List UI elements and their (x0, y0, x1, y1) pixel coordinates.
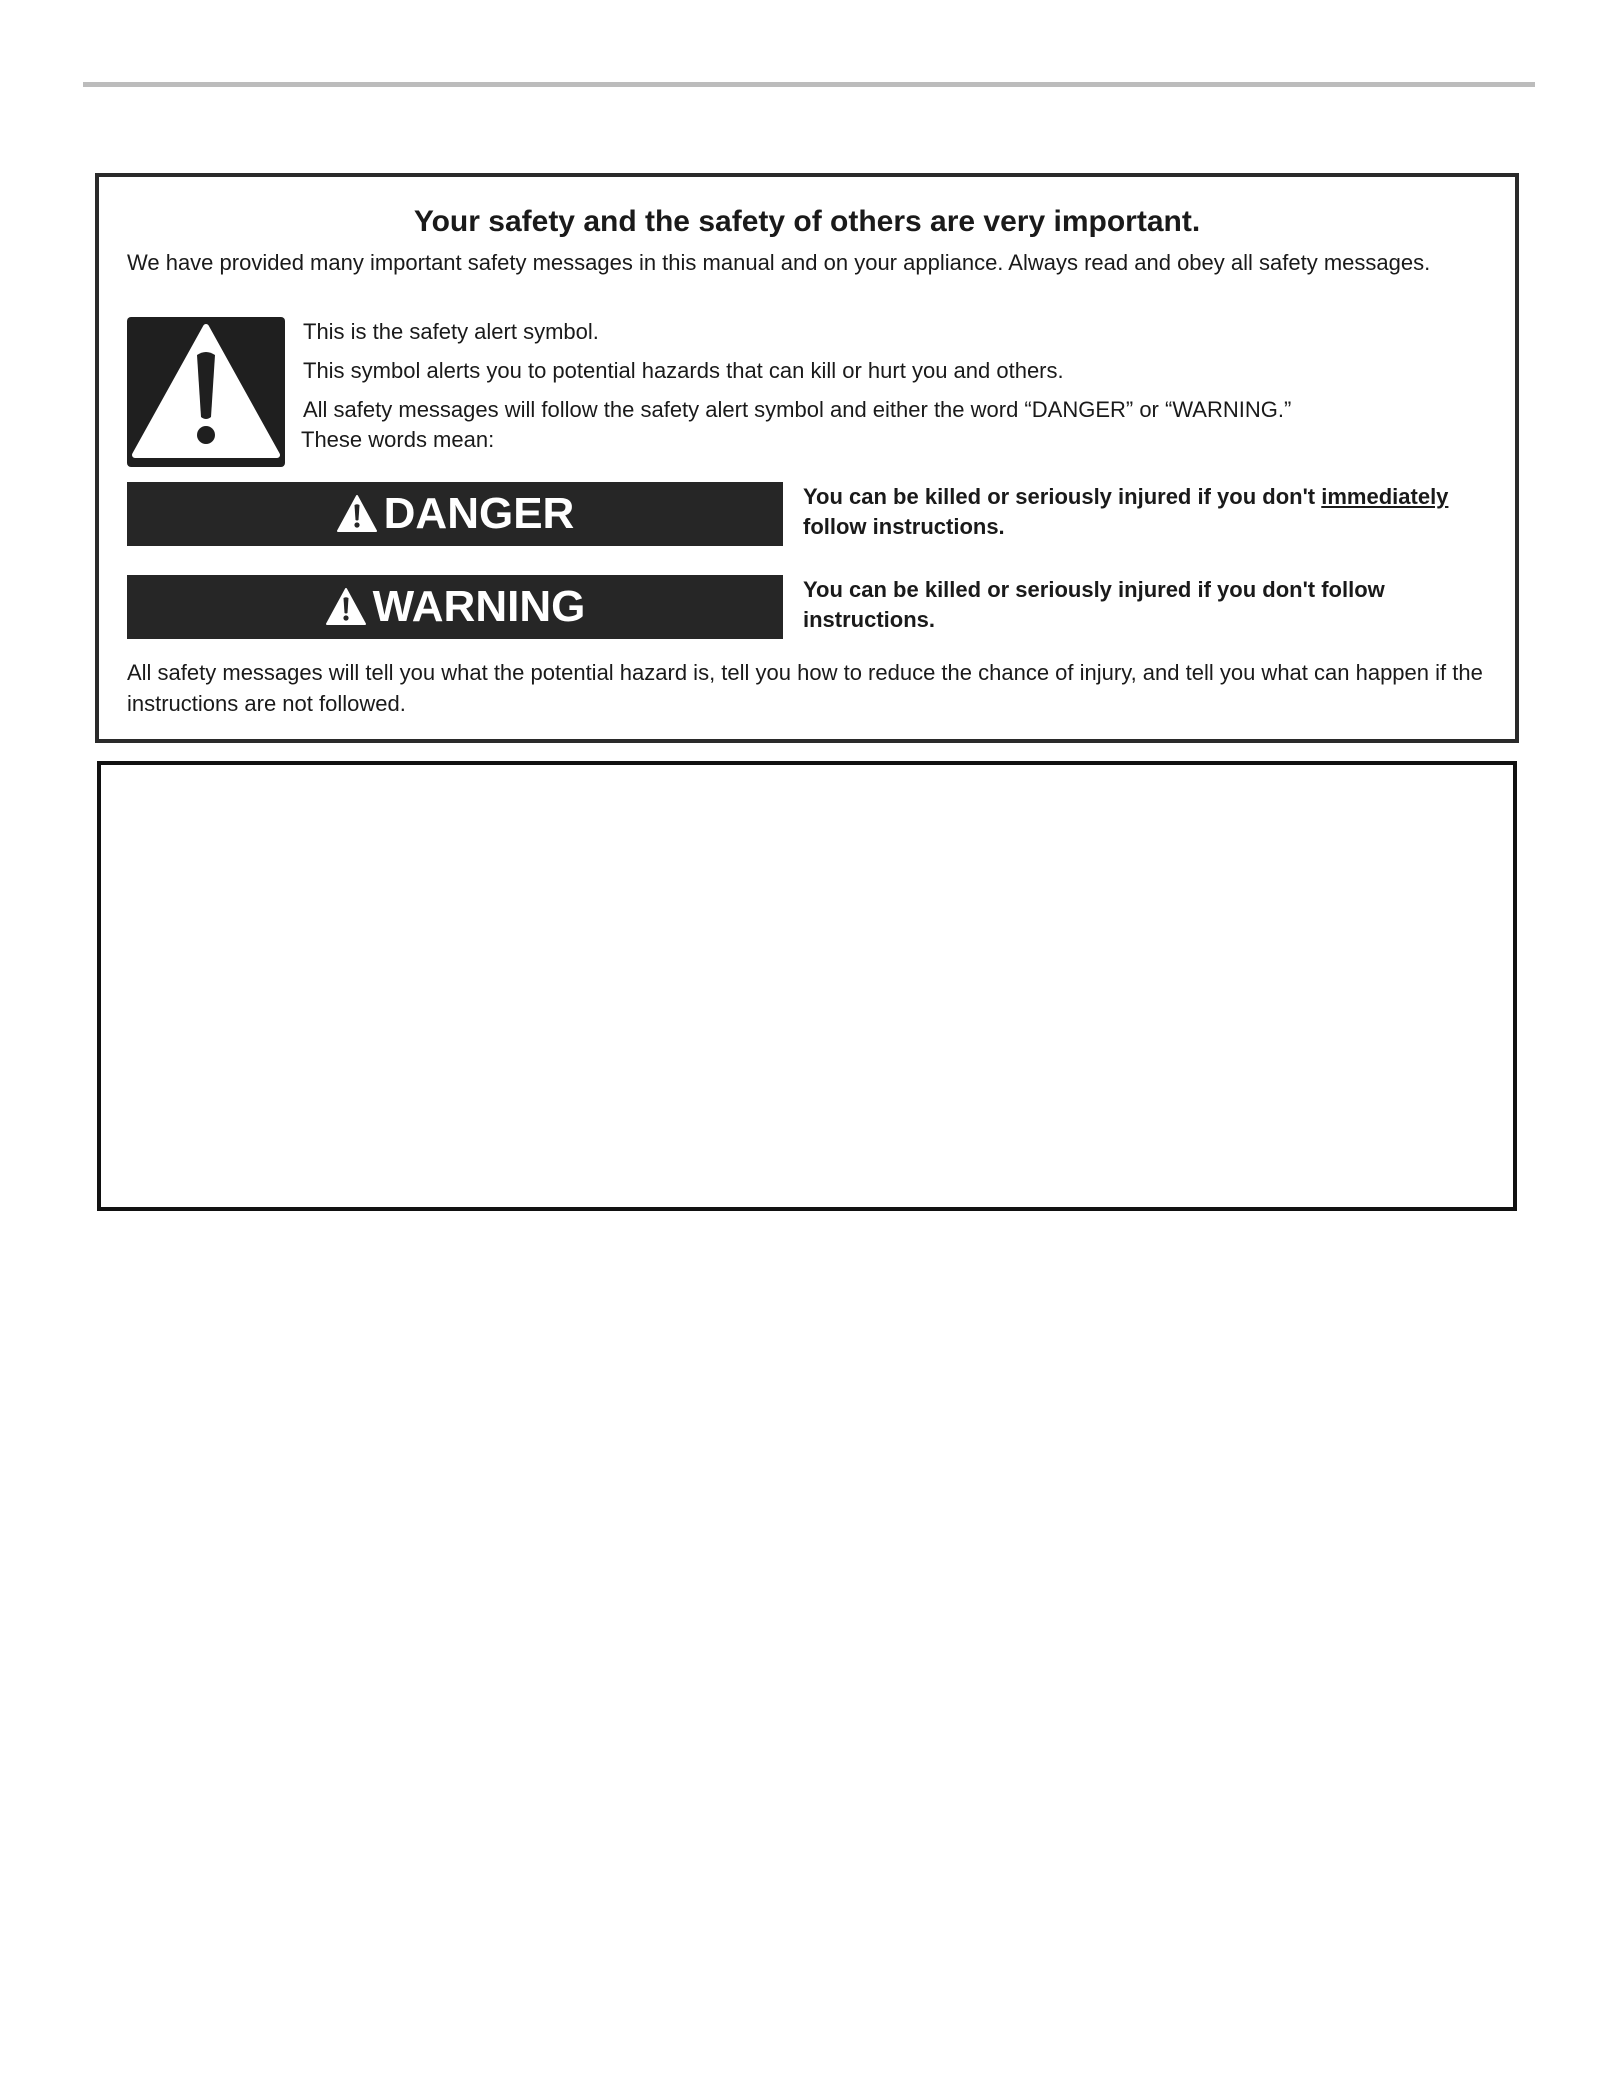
warning-label: WARNING (372, 582, 586, 631)
warning-meaning: You can be killed or seriously injured if you don't follow instructions. (803, 577, 1385, 632)
alert-triangle-icon (325, 587, 367, 627)
empty-bordered-box (97, 761, 1517, 1211)
symbol-line-3: All safety messages will follow the safety alert symbol and either the word “DANGER” or “WARNING.” (303, 397, 1292, 422)
danger-meaning: You can be killed or seriously injured if you don't immediately follow instructions. (803, 484, 1449, 539)
safety-title: Your safety and the safety of others are very important. (413, 205, 1201, 238)
symbol-line-2: This symbol alerts you to potential hazards that can kill or hurt you and others. (303, 358, 1064, 383)
warning-banner (127, 575, 783, 639)
header-rule (83, 82, 1535, 87)
safety-alert-triangle-icon (127, 317, 285, 467)
safety-outro-text: All safety messages will tell you what the potential hazard is, tell you how to reduce the chance of injury, and tell you what can happen if the instructions are not followed. (127, 660, 1483, 716)
symbol-line-1: This is the safety alert symbol. (303, 319, 599, 344)
immediately-emphasis: immediately (1321, 484, 1449, 509)
safety-information-box (95, 173, 1519, 743)
danger-label: DANGER (383, 489, 575, 538)
alert-triangle-icon (336, 494, 378, 534)
safety-intro-text: We have provided many important safety messages in this manual and on your appliance. Always read and obey all safety messages. (127, 250, 1431, 275)
danger-banner (127, 482, 783, 546)
symbol-line-4: These words mean: (301, 427, 495, 452)
